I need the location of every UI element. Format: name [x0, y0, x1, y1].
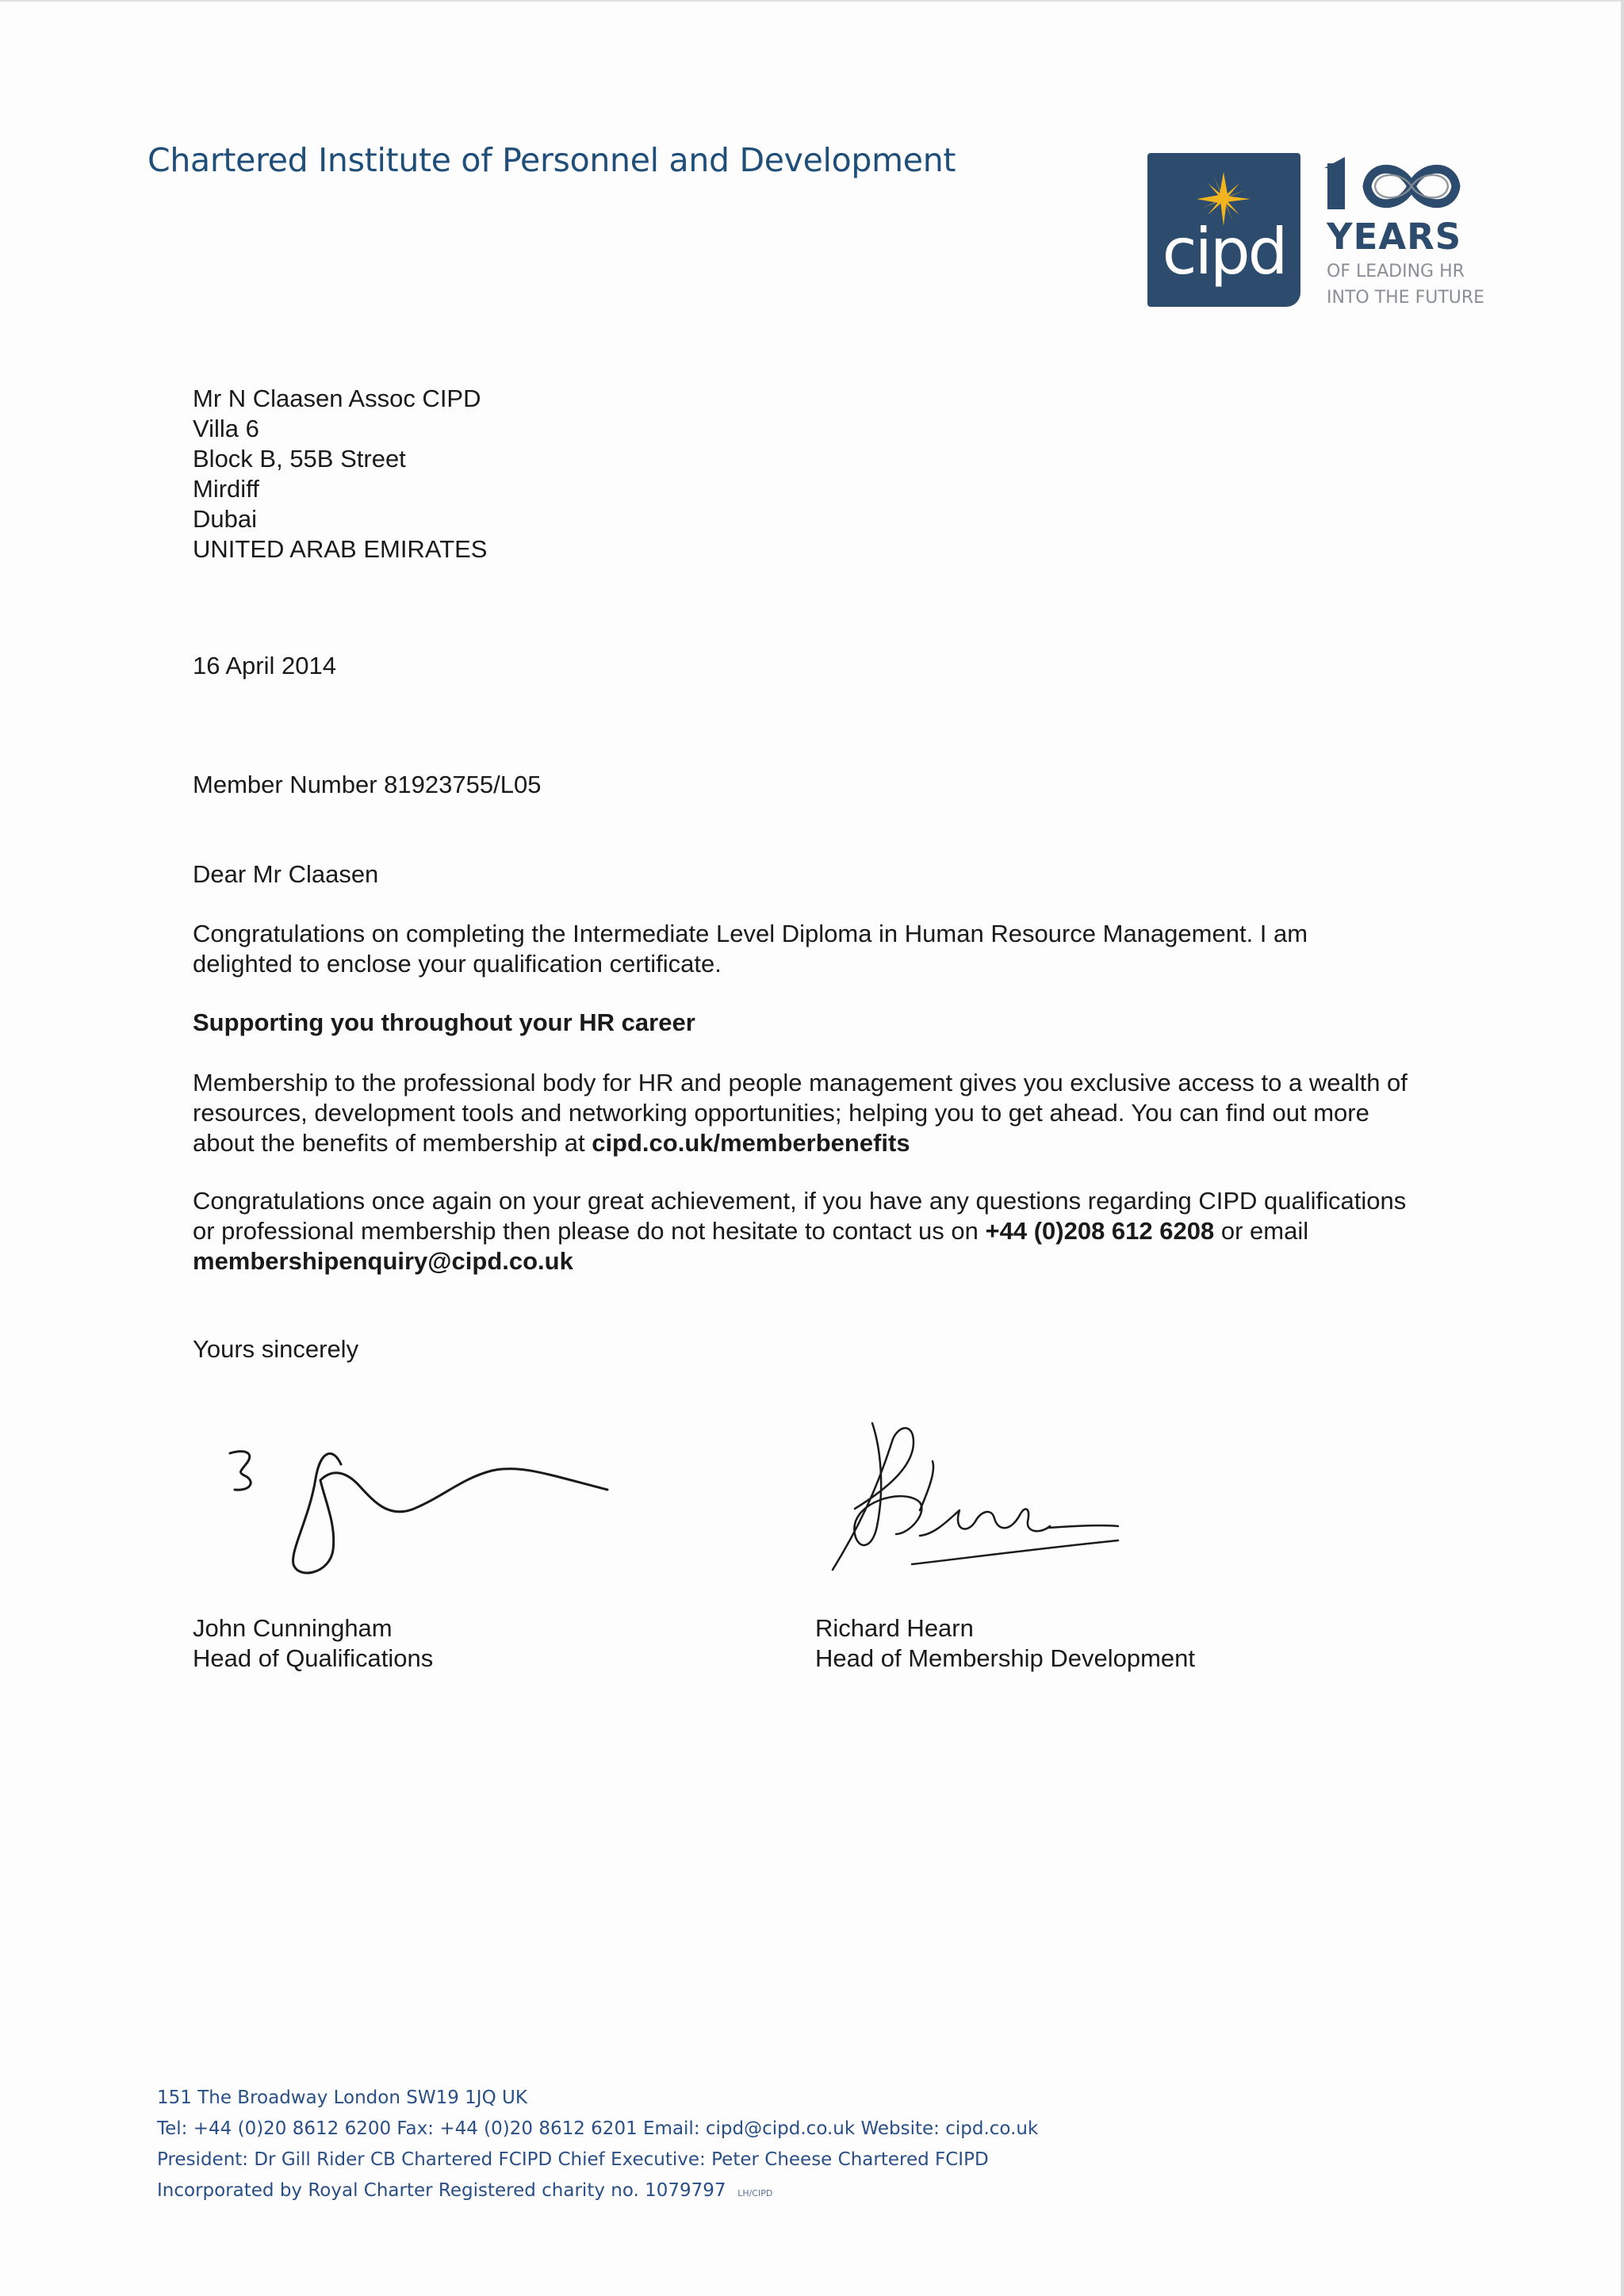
centenary-tagline-1: OF LEADING HR: [1327, 262, 1465, 281]
cipd-logo: [1147, 153, 1300, 307]
paragraph-contact-mid: or email: [1214, 1217, 1309, 1245]
paragraph-contact-text: Congratulations once again on your great achievement, if you have any questions regarding CIPD qualifications or professional membership then please do not hesitate to contact us on: [193, 1187, 1407, 1245]
page-edge-right: [1621, 0, 1624, 2296]
footer-ref-code: LH/CIPD: [737, 2188, 773, 2198]
paragraph-contact: [193, 1186, 1414, 1276]
member-number: Member Number 81923755/L05: [193, 771, 542, 798]
member-benefits-link[interactable]: cipd.co.uk/memberbenefits: [592, 1129, 910, 1157]
contact-phone: +44 (0)208 612 6208: [985, 1217, 1215, 1245]
closing: Yours sincerely: [193, 1335, 359, 1363]
signature-john-cunningham: [214, 1431, 626, 1582]
address-line: Block B, 55B Street: [193, 445, 406, 473]
signatory-title: Head of Membership Development: [815, 1644, 1196, 1672]
section-heading: Supporting you throughout your HR career: [193, 1008, 695, 1036]
recipient-address: [193, 384, 488, 564]
centenary-years: YEARS: [1327, 216, 1462, 258]
signatory-2: [815, 1613, 1195, 1674]
address-line: Villa 6: [193, 415, 259, 442]
logo-wordmark: cipd: [1162, 215, 1286, 289]
footer-address: 151 The Broadway London SW19 1JQ UK: [157, 2087, 527, 2108]
contact-email[interactable]: membershipenquiry@cipd.co.uk: [193, 1247, 573, 1275]
address-line: Dubai: [193, 505, 257, 533]
footer-officers: President: Dr Gill Rider CB Chartered FCIPD Chief Executive: Peter Cheese Chartered FCIPD: [157, 2149, 989, 2170]
footer-contact: Tel: +44 (0)20 8612 6200 Fax: +44 (0)20 8612 6201 Email: cipd@cipd.co.uk Website: cipd.co.uk: [157, 2118, 1039, 2139]
footer-charter: [157, 2175, 1038, 2209]
address-line: UNITED ARAB EMIRATES: [193, 535, 488, 563]
signatory-1: [193, 1613, 433, 1674]
centenary-tagline-2: INTO THE FUTURE: [1327, 288, 1485, 308]
organization-name: Chartered Institute of Personnel and Development: [147, 141, 956, 179]
paragraph-membership: [193, 1068, 1414, 1158]
signature-richard-hearn: [817, 1415, 1150, 1582]
paragraph-congratulations: Congratulations on completing the Intermediate Level Diploma in Human Resource Management. I am delighted to enclose your qualification certificate.: [193, 920, 1308, 978]
address-line: Mirdiff: [193, 475, 259, 503]
paragraph-membership-text: Membership to the professional body for HR and people management gives you exclusive access to a wealth of resources, development tools and networking opportunities; helping you to get ahead. You can find out more about the benefits of membership at: [193, 1069, 1408, 1157]
signatory-name: John Cunningham: [193, 1614, 393, 1642]
signatory-title: Head of Qualifications: [193, 1644, 434, 1672]
letterhead-footer: [157, 2083, 1038, 2209]
salutation: Dear Mr Claasen: [193, 860, 379, 888]
signatory-name: Richard Hearn: [815, 1614, 974, 1642]
address-line: Mr N Claasen Assoc CIPD: [193, 385, 481, 412]
page-edge-top: [0, 0, 1624, 2]
letter-date: 16 April 2014: [193, 652, 336, 679]
footer-charter-text: Incorporated by Royal Charter Registered charity no. 1079797: [157, 2180, 726, 2201]
